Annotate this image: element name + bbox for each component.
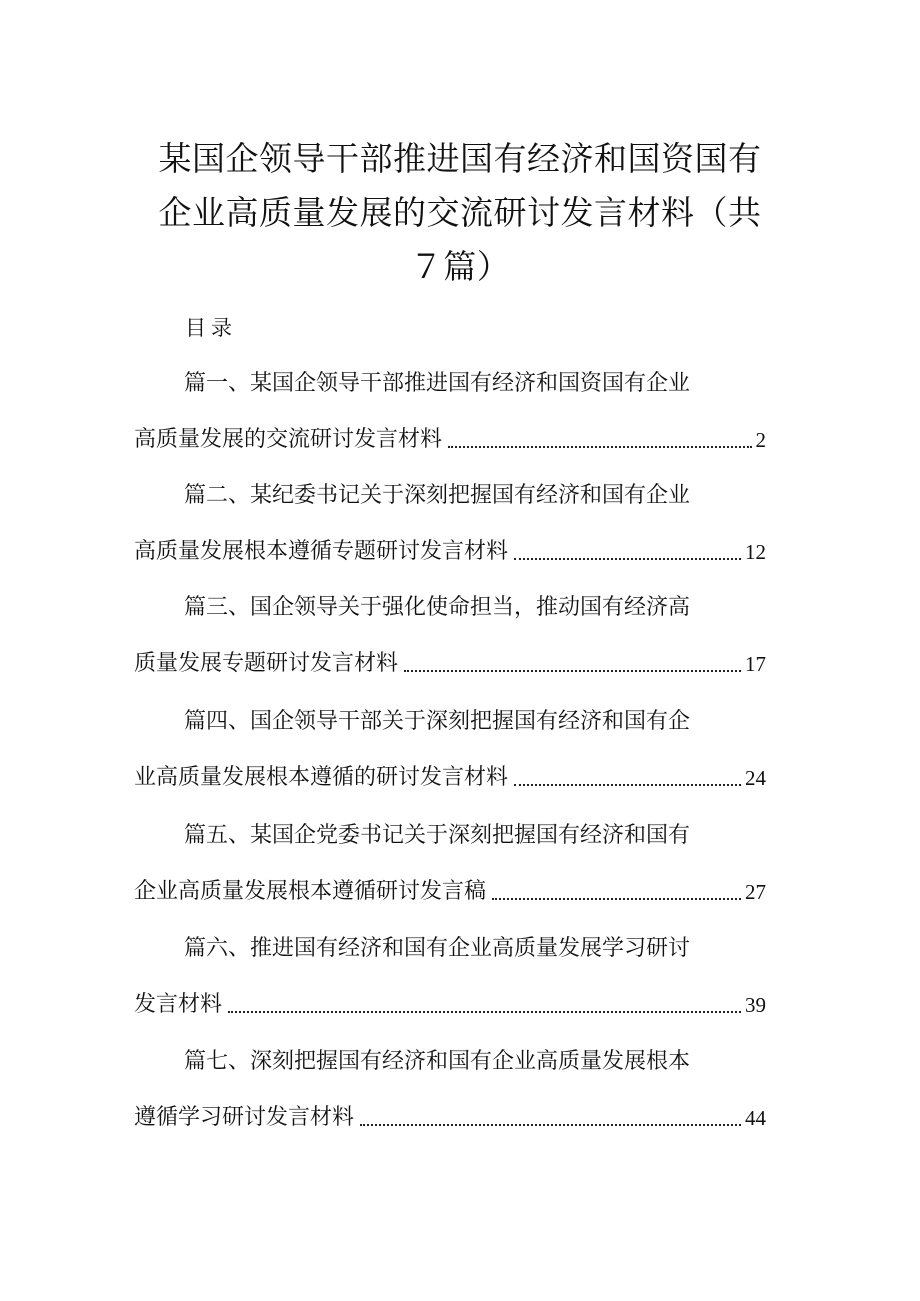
- table-of-contents: [134, 0, 766, 1301]
- toc-entry-title: 篇二、某纪委书记关于深刻把握国有经济和国有企业: [184, 483, 691, 508]
- toc-page-number: 39: [745, 993, 766, 1017]
- toc-page-number: 2: [755, 428, 766, 452]
- dot-leader: [228, 1011, 741, 1013]
- toc-entry-title-cont: 发言材料: [134, 992, 223, 1017]
- toc-page-number: 44: [745, 1106, 766, 1130]
- dot-leader: [448, 446, 751, 448]
- document-title: 某国企领导干部推进国有经济和国资国有企业高质量发展的交流研讨发言材料（共７篇）: [158, 139, 762, 286]
- toc-entry-title: 篇三、国企领导关于强化使命担当，推动国有经济高: [184, 595, 691, 620]
- toc-entry-title: 篇一、某国企领导干部推进国有经济和国资国有企业: [184, 371, 691, 396]
- toc-entry-title-cont: 遵循学习研讨发言材料: [134, 1105, 355, 1130]
- toc-entry-title: 篇七、深刻把握国有经济和国有企业高质量发展根本: [184, 1049, 691, 1074]
- toc-page-number: 17: [745, 652, 766, 676]
- toc-page-number: 12: [745, 540, 766, 564]
- toc-entry-title-cont: 质量发展专题研讨发言材料: [134, 651, 399, 676]
- dot-leader: [492, 898, 741, 900]
- dot-leader: [360, 1124, 741, 1126]
- toc-heading: 目录: [185, 316, 237, 340]
- toc-entry-title: 篇四、国企领导干部关于深刻把握国有经济和国有企: [184, 709, 691, 734]
- toc-entry-title: 篇五、某国企党委书记关于深刻把握国有经济和国有: [184, 823, 691, 848]
- dot-leader: [514, 558, 741, 560]
- toc-entry-title-cont: 业高质量发展根本遵循的研讨发言材料: [134, 765, 509, 790]
- dot-leader: [514, 784, 741, 786]
- toc-entry-title-cont: 企业高质量发展根本遵循研讨发言稿: [134, 879, 487, 904]
- toc-entry-title: 篇六、推进国有经济和国有企业高质量发展学习研讨: [184, 936, 691, 961]
- toc-entry-title-cont: 高质量发展的交流研讨发言材料: [134, 427, 443, 452]
- dot-leader: [404, 670, 741, 672]
- toc-page-number: 27: [745, 880, 766, 904]
- toc-page-number: 24: [745, 766, 766, 790]
- toc-entry-title-cont: 高质量发展根本遵循专题研讨发言材料: [134, 539, 509, 564]
